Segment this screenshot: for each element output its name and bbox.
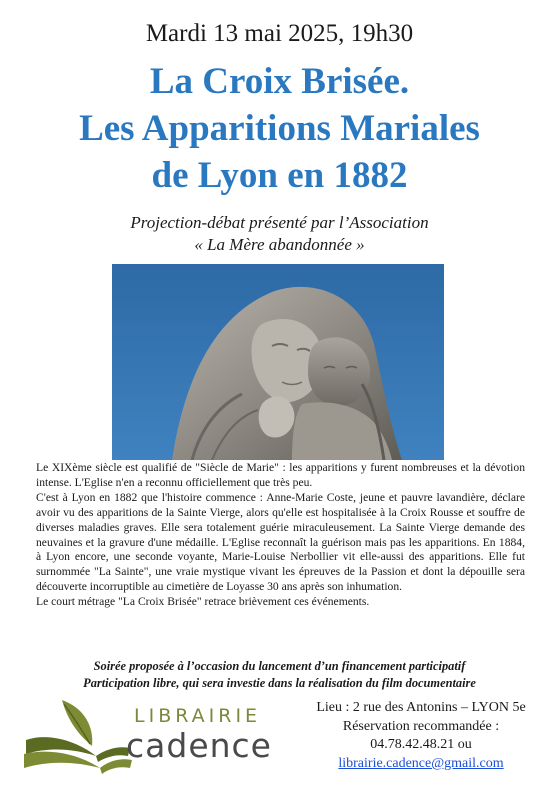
email-link[interactable]: librairie.cadence@gmail.com: [338, 755, 504, 771]
librairie-cadence-logo: [22, 692, 272, 782]
subtitle: [0, 212, 559, 256]
footer-note-line-1: Soirée proposée à l’occasion du lancement d’un financement participatif: [93, 659, 466, 673]
subtitle-line-2: « La Mère abandonnée »: [194, 235, 365, 254]
title-line-3: de Lyon en 1882: [151, 155, 408, 196]
paragraph-3: Le court métrage "La Croix Brisée" retrace brièvement ces événements.: [36, 595, 370, 609]
venue-address: Lieu : 2 rue des Antonins – LYON 5e: [316, 700, 526, 715]
title-line-1: La Croix Brisée.: [149, 61, 410, 102]
logo-word-cadence: cadence: [126, 726, 272, 765]
footer-note-line-2: Participation libre, qui sera investie dans la réalisation du film documentaire: [83, 676, 476, 690]
reservation-label: Réservation recommandée :: [342, 718, 500, 734]
contact-info: [290, 699, 552, 773]
description-text: [36, 461, 525, 610]
event-date: Mardi 13 mai 2025, 19h30: [145, 20, 414, 47]
paragraph-1: Le XIXème siècle est qualifié de "Siècle de Marie" : les apparitions y furent nombreuses et la dévotion intense. L'Eglise n'en a reconnu officiellement que très peu.: [36, 461, 525, 489]
subtitle-line-1: Projection-débat présenté par l’Association: [130, 213, 429, 232]
logo-word-librairie: LIBRAIRIE: [134, 705, 262, 727]
footer-note: [0, 658, 559, 692]
open-book-leaf-icon: [22, 692, 132, 782]
paragraph-2: C'est à Lyon en 1882 que l'histoire commence : Anne-Marie Coste, jeune et pauvre lavandière, déclare avoir vu des apparitions de la Sainte Vierge, alors qu'elle est hospitalisée à la Croix Rousse et souffre de diverses maladies graves. Elle sera totalement guérie miraculeusement. La Sainte Vierge demande des neuvaines et la gravure d'une médaille. L'Eglise reconnaît la guérison mais pas les apparitions. En 1884, à Lyon encore, une seconde voyante, Marie-Louise Nerbollier vit elle-aussi des apparitions. Elle fut surnommée "La Sainte", une vraie mystique vivant les épreuves de la Passion et dont la dépouille sera découverte incorruptible au cimetière de Loyasse 30 ans après son inhumation.: [36, 490, 525, 594]
page-title: [0, 58, 559, 199]
phone-number: 04.78.42.48.21 ou: [370, 737, 472, 752]
title-line-2: Les Apparitions Mariales: [79, 108, 480, 149]
madonna-statue-photo: [112, 264, 444, 460]
